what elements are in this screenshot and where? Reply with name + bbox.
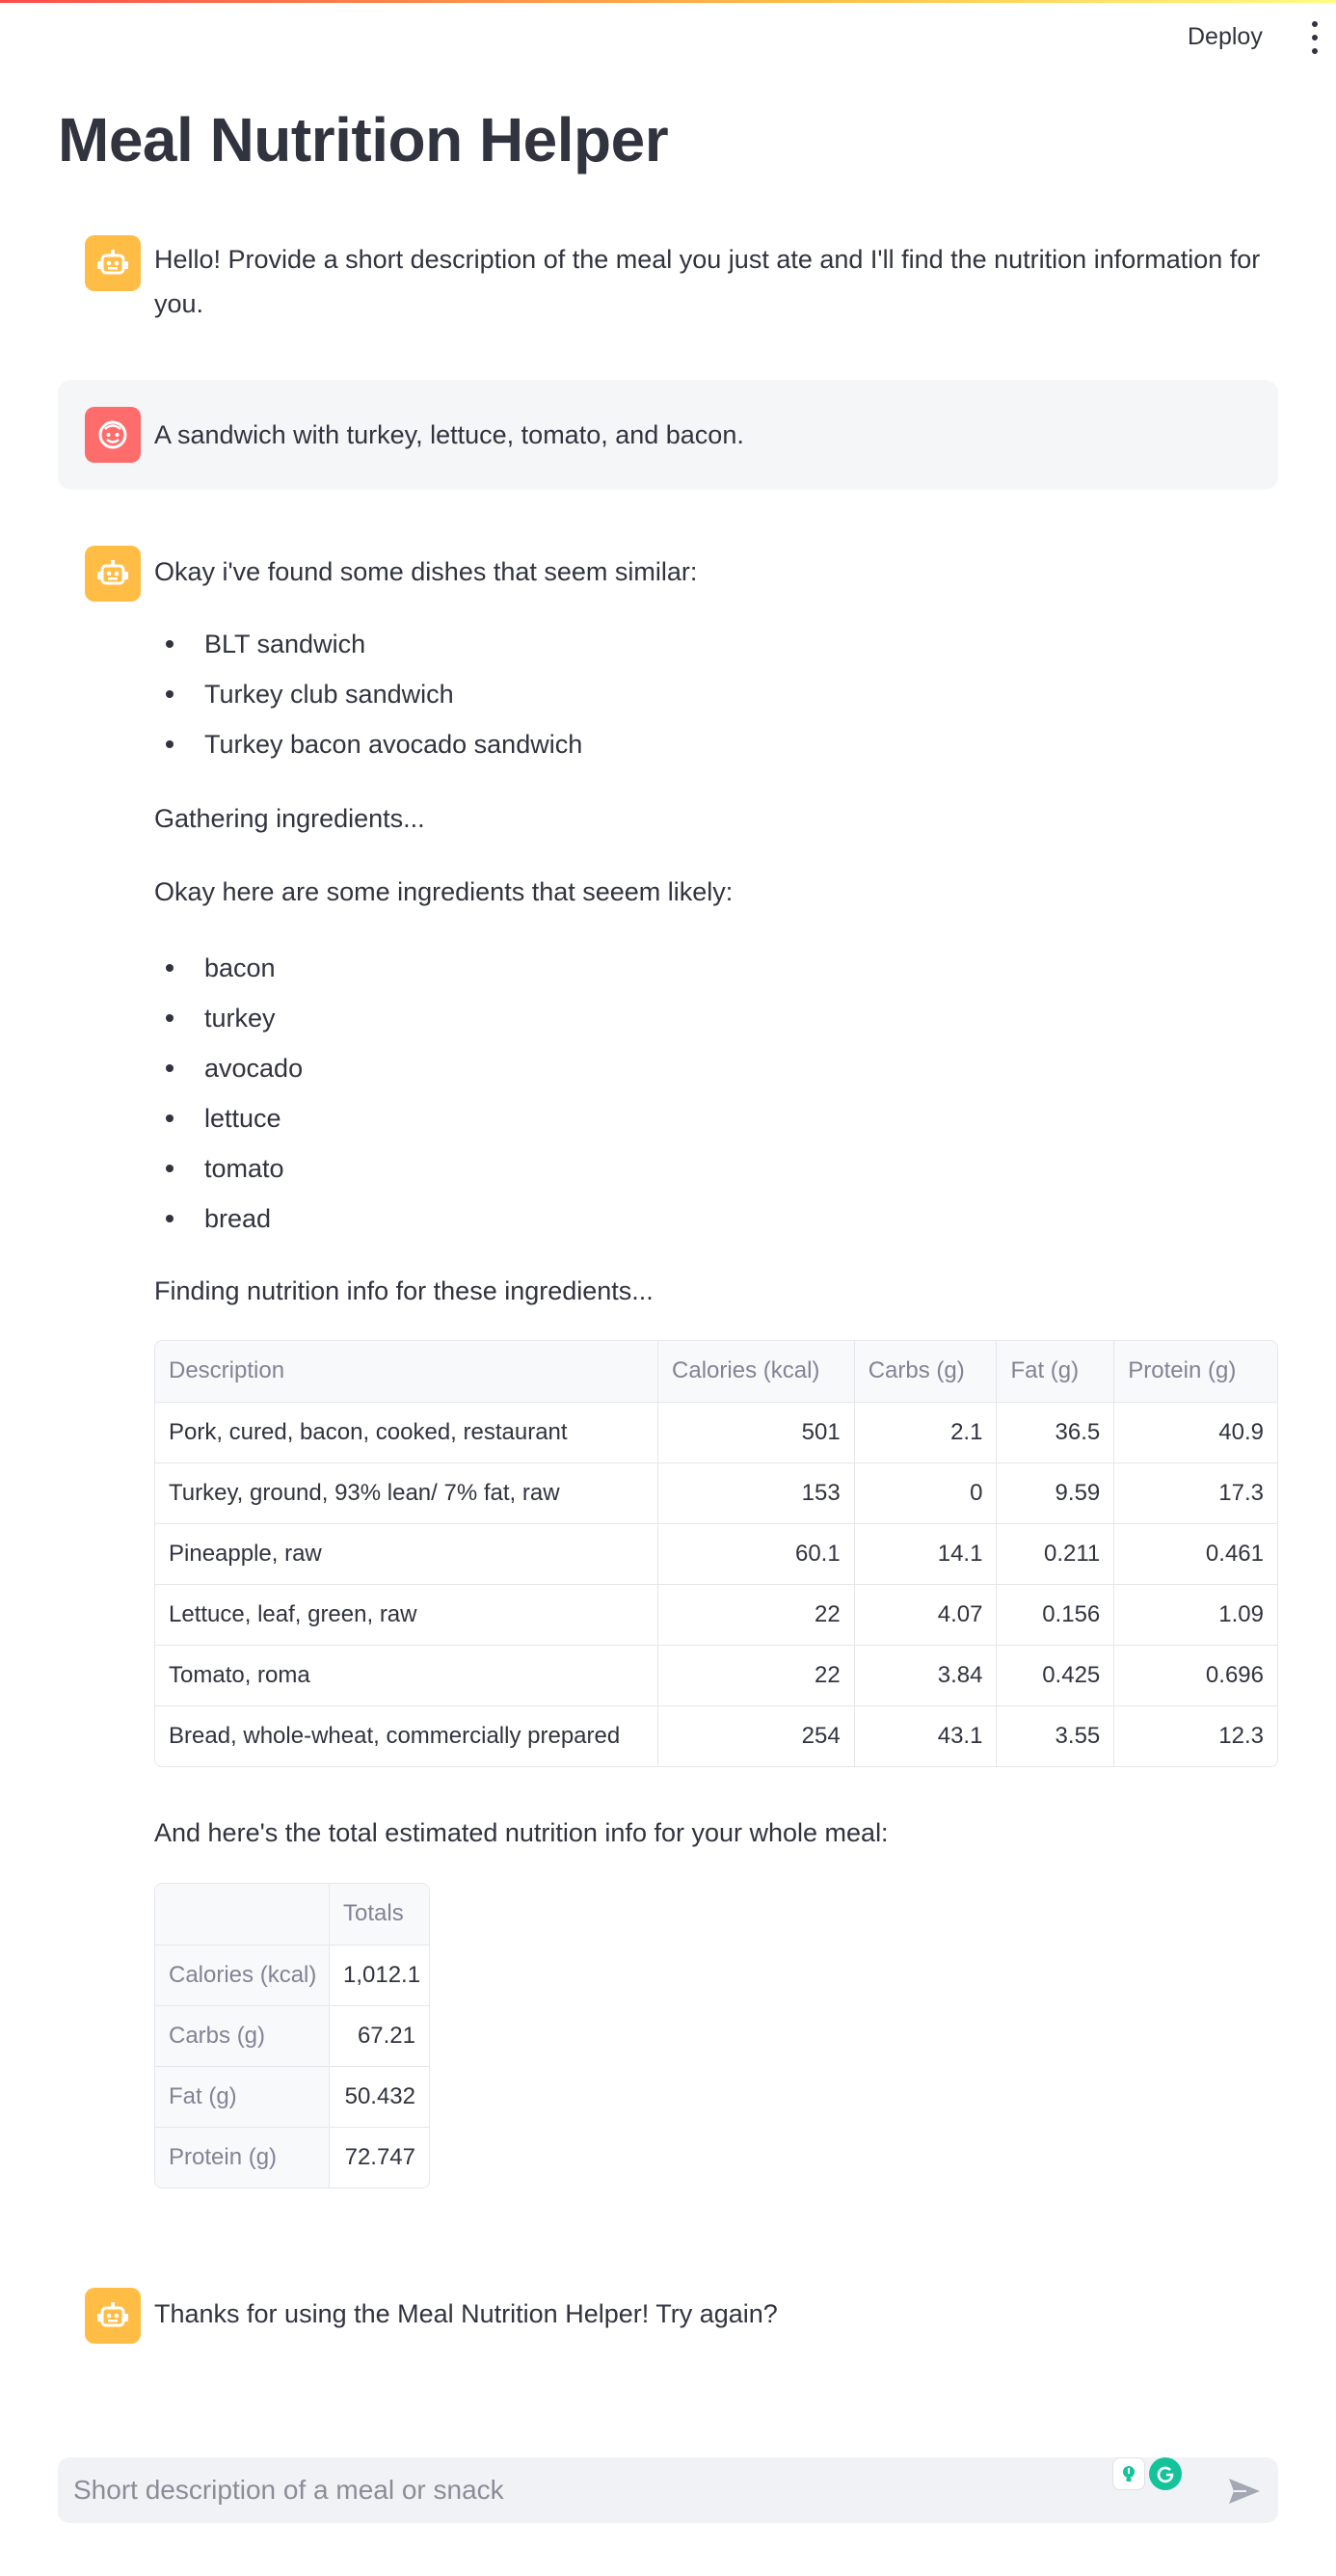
column-header[interactable]: Fat (g) xyxy=(996,1341,1113,1402)
table-row xyxy=(155,1645,1277,1705)
table-cell[interactable]: 22 xyxy=(657,1646,854,1705)
table-header-row xyxy=(155,1341,1277,1402)
list-item: tomato xyxy=(154,1143,303,1194)
table-cell[interactable]: 9.59 xyxy=(996,1463,1113,1523)
main-menu-icon[interactable] xyxy=(1307,21,1323,54)
dishes-list xyxy=(154,619,582,769)
found-dishes-text: Okay i've found some dishes that seem similar: xyxy=(154,557,698,586)
greeting-text: Hello! Provide a short description of the meal you just ate and I'll find the nutrition information for you. xyxy=(154,245,1261,318)
table-cell[interactable]: 40.9 xyxy=(1113,1403,1277,1462)
row-label: Protein (g) xyxy=(155,2128,329,2187)
column-header[interactable]: Description xyxy=(169,1357,285,1383)
table-cell[interactable]: 50.432 xyxy=(329,2067,429,2127)
table-cell[interactable]: 72.747 xyxy=(329,2128,429,2187)
row-label: Carbs (g) xyxy=(155,2006,329,2066)
table-cell[interactable]: 14.1 xyxy=(854,1524,997,1584)
table-row xyxy=(155,2066,429,2127)
table-cell[interactable]: 0.461 xyxy=(1113,1524,1277,1584)
list-item: bread xyxy=(154,1194,303,1244)
lightbulb-icon[interactable] xyxy=(1112,2457,1145,2490)
table-cell[interactable]: Pork, cured, bacon, cooked, restaurant xyxy=(169,1419,568,1445)
table-header-row xyxy=(155,1884,429,1945)
table-row xyxy=(155,1402,1277,1462)
robot-face-icon xyxy=(85,2288,141,2344)
table-cell[interactable]: Bread, whole-wheat, commercially prepared xyxy=(169,1723,621,1749)
table-row xyxy=(155,1705,1277,1766)
table-cell[interactable]: 17.3 xyxy=(1113,1463,1277,1523)
finding-nutrition-text: Finding nutrition info for these ingredients... xyxy=(154,1276,654,1305)
column-header[interactable]: Totals xyxy=(329,1884,429,1945)
deploy-button[interactable]: Deploy xyxy=(1188,23,1263,50)
table-row xyxy=(155,2127,429,2187)
list-item: bacon xyxy=(154,943,303,993)
nutrition-table[interactable] xyxy=(154,1340,1278,1767)
smiley-face-icon xyxy=(85,407,141,463)
top-decoration-bar xyxy=(0,0,1336,3)
ingredients-intro-text: Okay here are some ingredients that seeem likely: xyxy=(154,877,734,906)
table-cell[interactable]: 1.09 xyxy=(1113,1585,1277,1645)
totals-table[interactable] xyxy=(154,1883,430,2188)
table-cell[interactable]: 67.21 xyxy=(329,2006,429,2066)
table-cell[interactable]: Lettuce, leaf, green, raw xyxy=(169,1601,417,1627)
chat-message-assistant xyxy=(58,544,1278,2202)
chat-input[interactable] xyxy=(73,2457,1114,2523)
table-cell[interactable]: 3.55 xyxy=(996,1706,1113,1766)
table-cell[interactable]: Turkey, ground, 93% lean/ 7% fat, raw xyxy=(169,1480,560,1506)
row-label: Calories (kcal) xyxy=(155,1945,329,2005)
table-row xyxy=(155,1523,1277,1584)
table-row xyxy=(155,1945,429,2005)
list-item: BLT sandwich xyxy=(154,619,582,669)
list-item: avocado xyxy=(154,1043,303,1093)
table-cell[interactable]: Tomato, roma xyxy=(169,1662,310,1688)
table-cell[interactable]: 0 xyxy=(854,1463,997,1523)
table-cell[interactable]: 0.696 xyxy=(1113,1646,1277,1705)
closing-text: Thanks for using the Meal Nutrition Helper! Try again? xyxy=(154,2299,778,2328)
table-cell[interactable]: 3.84 xyxy=(854,1646,997,1705)
user-query-text: A sandwich with turkey, lettuce, tomato, and bacon. xyxy=(154,420,744,449)
table-row xyxy=(155,2005,429,2066)
table-cell[interactable]: 12.3 xyxy=(1113,1706,1277,1766)
table-cell[interactable]: 0.425 xyxy=(996,1646,1113,1705)
table-cell[interactable]: 501 xyxy=(657,1403,854,1462)
list-item: Turkey club sandwich xyxy=(154,669,582,719)
ingredients-list xyxy=(154,943,303,1244)
list-item: lettuce xyxy=(154,1093,303,1143)
chat-input-container xyxy=(58,2457,1278,2523)
table-cell[interactable]: 254 xyxy=(657,1706,854,1766)
table-cell[interactable]: 22 xyxy=(657,1585,854,1645)
table-cell[interactable]: 4.07 xyxy=(854,1585,997,1645)
table-cell[interactable]: 43.1 xyxy=(854,1706,997,1766)
robot-face-icon xyxy=(85,235,141,291)
table-cell[interactable]: 2.1 xyxy=(854,1403,997,1462)
table-cell[interactable]: 1,012.1 xyxy=(329,1945,429,2005)
chat-message-assistant xyxy=(58,2286,1278,2353)
table-cell[interactable]: 0.211 xyxy=(996,1524,1113,1584)
send-arrow-icon[interactable] xyxy=(1227,2477,1262,2506)
table-cell[interactable]: Pineapple, raw xyxy=(169,1541,322,1567)
robot-face-icon xyxy=(85,546,141,602)
list-item: turkey xyxy=(154,993,303,1043)
list-item: Turkey bacon avocado sandwich xyxy=(154,719,582,769)
chat-message-user xyxy=(58,380,1278,490)
grammarly-icon[interactable] xyxy=(1149,2457,1182,2490)
table-row xyxy=(155,1462,1277,1523)
row-label: Fat (g) xyxy=(155,2067,329,2127)
totals-intro-text: And here's the total estimated nutrition info for your whole meal: xyxy=(154,1818,889,1847)
column-header[interactable]: Protein (g) xyxy=(1113,1341,1277,1402)
gathering-text: Gathering ingredients... xyxy=(154,804,425,833)
table-cell[interactable]: 36.5 xyxy=(996,1403,1113,1462)
table-cell[interactable]: 153 xyxy=(657,1463,854,1523)
table-row xyxy=(155,1584,1277,1645)
table-cell[interactable]: 60.1 xyxy=(657,1524,854,1584)
column-header xyxy=(155,1884,329,1945)
column-header[interactable]: Calories (kcal) xyxy=(657,1341,854,1402)
page-title: Meal Nutrition Helper xyxy=(58,105,669,174)
chat-message-assistant xyxy=(58,231,1278,328)
column-header[interactable]: Carbs (g) xyxy=(854,1341,997,1402)
table-cell[interactable]: 0.156 xyxy=(996,1585,1113,1645)
